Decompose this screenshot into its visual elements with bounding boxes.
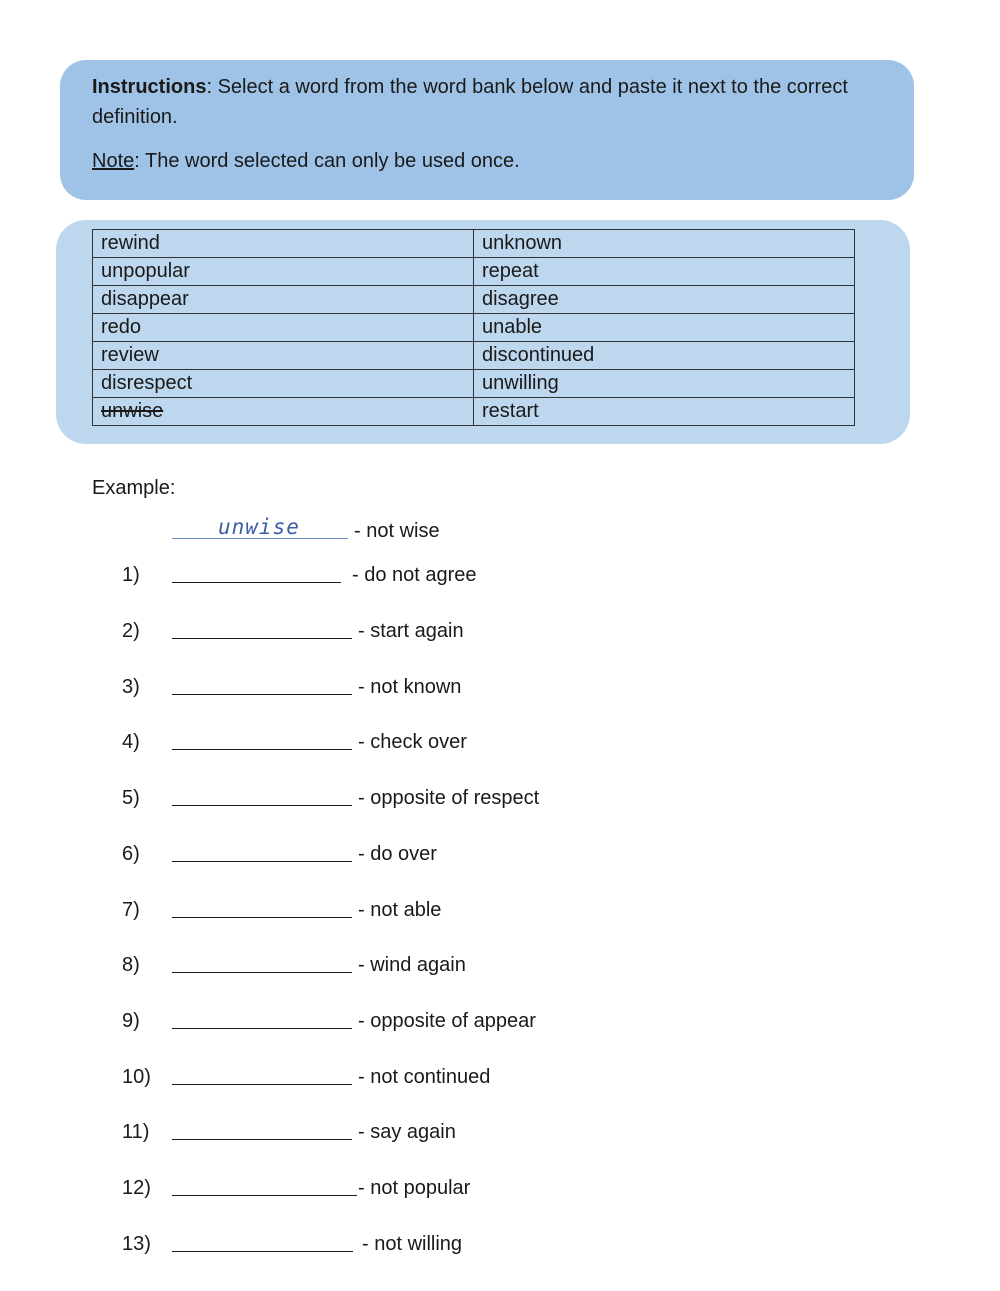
question-number: 8) [122,954,140,976]
question-number: 12) [122,1177,151,1199]
instructions-box [60,60,914,200]
instructions-text: : Select a word from the word bank below and paste it next to the correct definition. [92,76,848,128]
word-bank-word[interactable]: discontinued [474,342,855,370]
answer-blank[interactable] [172,917,352,918]
word-bank-row [93,398,855,426]
question-number: 4) [122,731,140,753]
answer-blank[interactable] [172,1028,352,1029]
word-bank-word[interactable]: disagree [474,286,855,314]
answer-blank[interactable] [172,1195,357,1196]
question-number: 11) [122,1121,150,1143]
question-row [0,727,1000,757]
word-bank-row [93,230,855,258]
question-definition: - opposite of respect [358,787,540,809]
answer-blank[interactable] [172,861,352,862]
question-row [0,560,1000,590]
answer-blank[interactable] [172,972,352,973]
note-label: Note [92,150,135,172]
example-answer: unwise [218,515,300,539]
instructions-label: Instructions [92,76,207,98]
answer-blank[interactable] [172,694,352,695]
word-bank-word[interactable]: unknown [474,230,855,258]
word-bank-word[interactable]: review [93,342,474,370]
question-definition: - say again [358,1121,456,1143]
question-definition: - do not agree [352,564,477,586]
question-definition: - opposite of appear [358,1010,536,1032]
word-bank-row [93,370,855,398]
answer-blank[interactable] [172,582,341,583]
question-row [0,895,1000,925]
question-definition: - not known [358,676,462,698]
question-definition: - wind again [358,954,466,976]
question-definition: - not willing [362,1233,463,1255]
answer-blank[interactable] [172,1139,352,1140]
question-number: 7) [122,899,140,921]
word-bank-word[interactable]: unpopular [93,258,474,286]
answer-blank[interactable] [172,805,352,806]
question-row [0,783,1000,813]
question-row [0,1173,1000,1203]
word-bank-word[interactable]: repeat [474,258,855,286]
note-text: : The word selected can only be used once. [134,150,520,172]
word-bank-word[interactable]: rewind [93,230,474,258]
question-definition: - not able [358,899,442,921]
word-bank-row [93,286,855,314]
question-number: 10) [122,1066,151,1088]
question-row [0,616,1000,646]
question-number: 3) [122,676,140,698]
instructions-paragraph [92,72,886,132]
word-bank-word[interactable]: disrespect [93,370,474,398]
question-number: 9) [122,1010,140,1032]
word-bank-word[interactable]: redo [93,314,474,342]
question-definition: - check over [358,731,467,753]
word-bank-row [93,258,855,286]
question-number: 5) [122,787,140,809]
example-row [0,516,1000,546]
question-row [0,1117,1000,1147]
question-row [0,950,1000,980]
question-number: 1) [122,564,140,586]
question-number: 6) [122,843,140,865]
question-row [0,1006,1000,1036]
word-bank-word-used[interactable]: unwise [93,398,474,426]
question-definition: - start again [358,620,464,642]
question-row [0,1062,1000,1092]
question-number: 2) [122,620,140,642]
question-row [0,839,1000,869]
question-number: 13) [122,1233,151,1255]
word-bank-word[interactable]: disappear [93,286,474,314]
answer-blank[interactable] [172,1084,352,1085]
answer-blank[interactable] [172,749,352,750]
word-bank-table [92,229,855,426]
note-paragraph [92,146,886,176]
word-bank-row [93,342,855,370]
word-bank-word[interactable]: unable [474,314,855,342]
word-bank-word[interactable]: restart [474,398,855,426]
example-definition: - not wise [354,520,440,542]
question-row [0,672,1000,702]
question-row [0,1229,1000,1259]
question-definition: - not continued [358,1066,491,1088]
question-definition: - not popular [358,1177,471,1199]
example-label: Example: [92,477,176,499]
question-definition: - do over [358,843,437,865]
answer-blank[interactable] [172,638,352,639]
word-bank-word[interactable]: unwilling [474,370,855,398]
word-bank-row [93,314,855,342]
answer-blank[interactable] [172,1251,353,1252]
